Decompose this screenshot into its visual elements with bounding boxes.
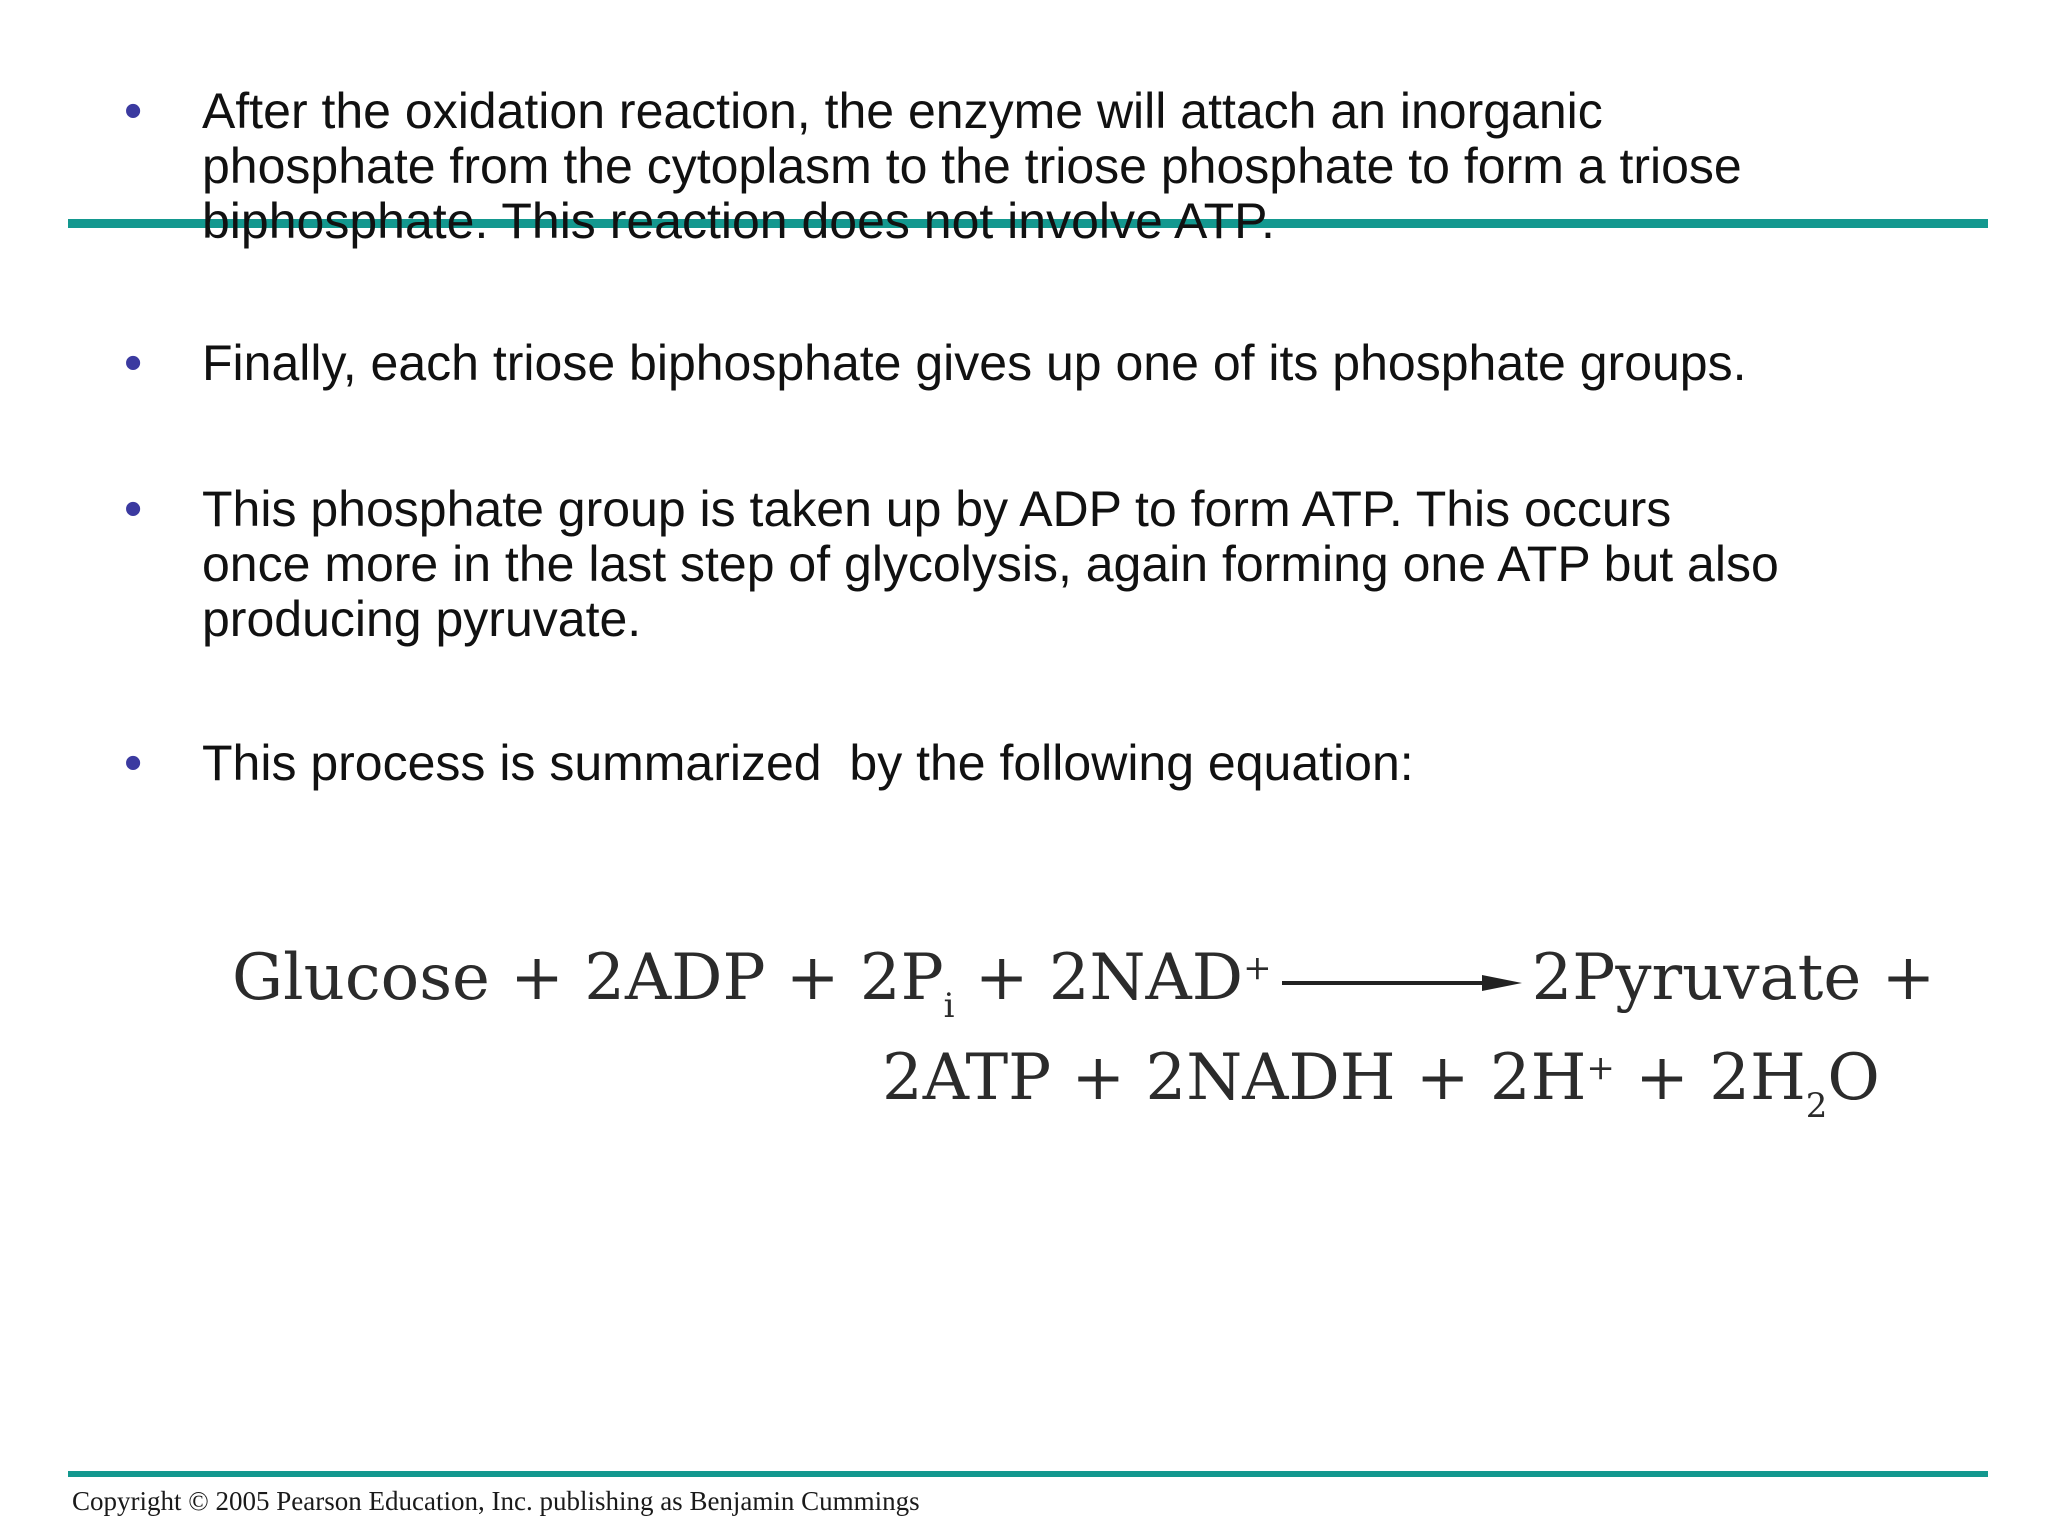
bullet-marker: •: [124, 480, 143, 538]
equation-line-2: [882, 1040, 1880, 1126]
bullet-marker: •: [124, 82, 143, 140]
bottom-divider: [68, 1471, 1988, 1477]
bullet-marker: •: [124, 334, 143, 392]
superscript-plus: +: [1243, 948, 1272, 988]
copyright-footer: Copyright © 2005 Pearson Education, Inc. publishing as Benjamin Cummings: [72, 1486, 920, 1516]
bullet-text-atp: This phosphate group is taken up by ADP to form ATP. This occurs once more in the last step of glycolysis, again forming one ATP but also producing pyruvate.: [202, 481, 1779, 647]
superscript-plus: +: [1586, 1048, 1615, 1088]
equation-water-o: O: [1827, 1041, 1880, 1115]
equation-pyruvate: 2Pyruvate +: [1531, 941, 1936, 1015]
subscript-i: i: [943, 986, 955, 1026]
bullet-marker: •: [124, 734, 143, 792]
subscript-2: 2: [1805, 1086, 1828, 1126]
equation-line-1: [232, 940, 1935, 1026]
glycolysis-equation: [232, 930, 1936, 1150]
bullet-text-oxidation: After the oxidation reaction, the enzyme will attach an inorganic phosphate from the cytoplasm to the triose phosphate to form a triose biphosphate. This reaction does not involve ATP.: [202, 83, 1742, 249]
equation-reactants: Glucose + 2ADP + 2P: [232, 941, 944, 1015]
reaction-arrow-icon: [1282, 973, 1522, 993]
equation-nad: + 2NAD: [954, 941, 1244, 1015]
bullet-text-biphosphate: Finally, each triose biphosphate gives up one of its phosphate groups.: [202, 335, 1747, 391]
equation-water-h: + 2H: [1614, 1041, 1806, 1115]
equation-products: 2ATP + 2NADH + 2H: [882, 1041, 1587, 1115]
bullet-text-summary: This process is summarized by the following equation:: [202, 735, 1414, 791]
